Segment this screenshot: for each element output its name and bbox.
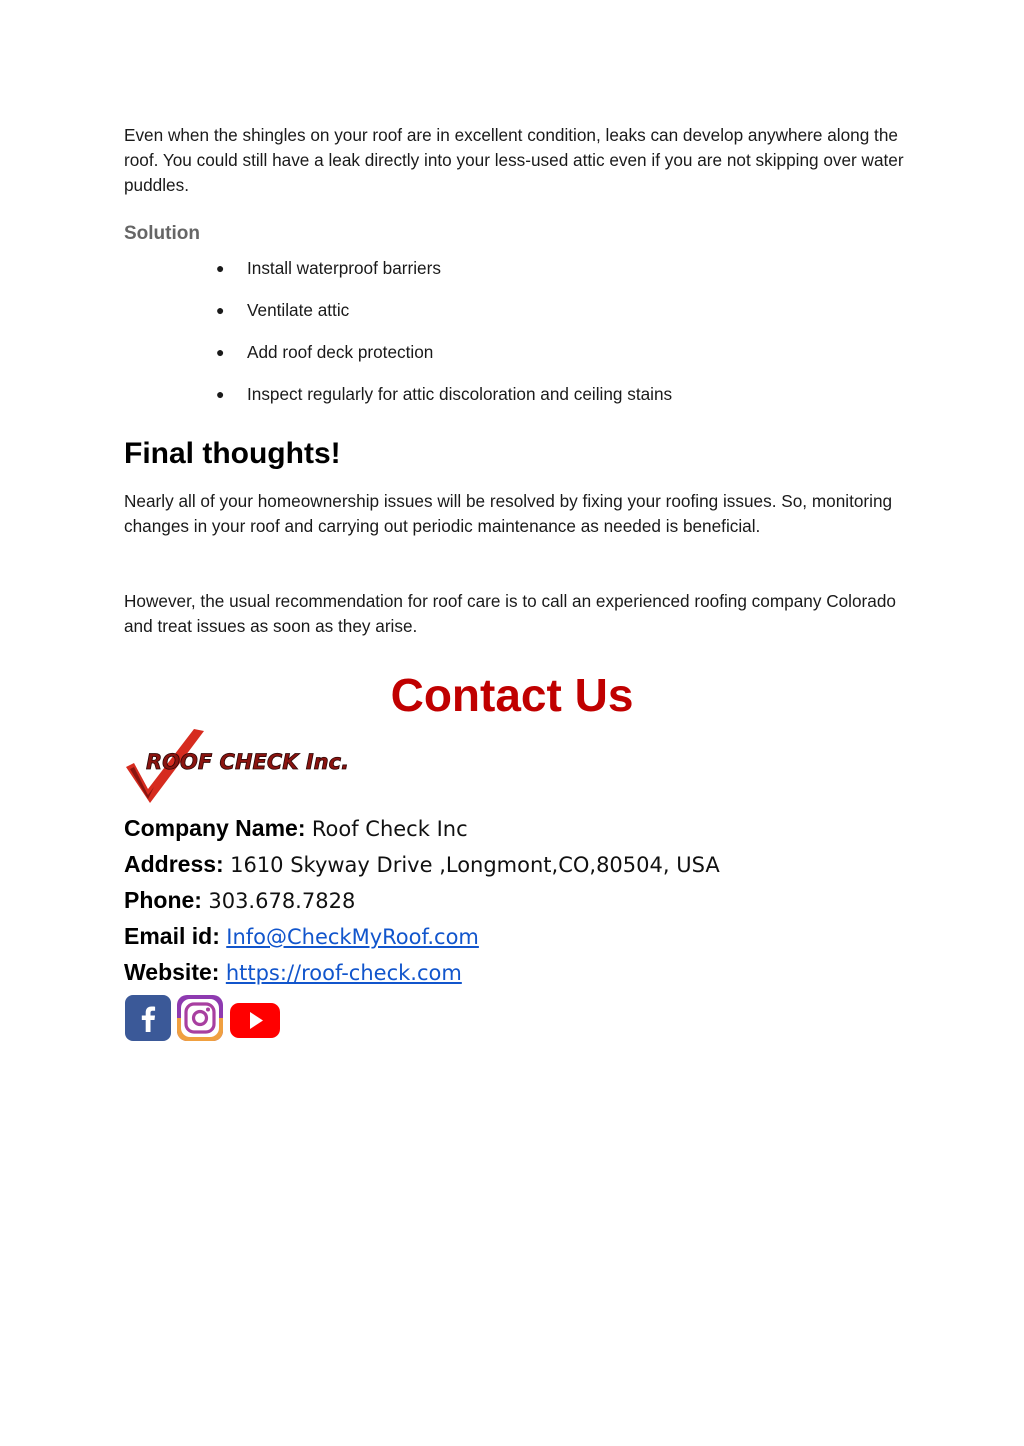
list-item bbox=[216, 256, 672, 298]
list-item-text: Inspect regularly for attic discoloration and ceiling stains bbox=[247, 384, 673, 404]
address-row bbox=[124, 849, 720, 880]
list-item-text: Install waterproof barriers bbox=[247, 258, 441, 278]
bullet-icon: ● bbox=[216, 260, 225, 276]
roof-check-logo bbox=[124, 727, 350, 805]
final-thoughts-heading: Final thoughts! bbox=[124, 437, 341, 470]
youtube-icon[interactable] bbox=[228, 994, 282, 1047]
email-link[interactable]: Info@CheckMyRoof.com bbox=[226, 925, 479, 949]
phone-row bbox=[124, 885, 355, 916]
contact-heading: Contact Us bbox=[390, 669, 634, 721]
svg-text:ROOF CHECK Inc.: ROOF CHECK Inc. bbox=[146, 750, 350, 774]
website-label: Website: bbox=[124, 959, 220, 985]
phone-value: 303.678.7828 bbox=[208, 889, 356, 913]
final-paragraph-1: Nearly all of your homeownership issues will be resolved by fixing your roofing issues. So, monitoring changes in your roof and carrying out periodic maintenance as needed is beneficial. bbox=[124, 491, 893, 536]
address-label: Address: bbox=[124, 851, 224, 877]
final-paragraph-2: However, the usual recommendation for roof care is to call an experienced roofing company Colorado and treat issues as soon as they arise. bbox=[124, 591, 896, 636]
instagram-icon[interactable] bbox=[176, 994, 224, 1047]
list-item-text: Ventilate attic bbox=[247, 300, 350, 320]
list-item bbox=[216, 340, 672, 382]
email-row bbox=[124, 921, 479, 952]
bullet-icon: ● bbox=[216, 302, 225, 318]
phone-label: Phone: bbox=[124, 887, 202, 913]
bullet-icon: ● bbox=[216, 386, 225, 402]
company-name-label: Company Name: bbox=[124, 815, 306, 841]
website-row bbox=[124, 957, 462, 988]
company-name-value: Roof Check Inc bbox=[311, 817, 468, 841]
list-item-text: Add roof deck protection bbox=[247, 342, 434, 362]
facebook-icon[interactable] bbox=[124, 994, 172, 1047]
social-icons bbox=[124, 994, 282, 1047]
address-value: 1610 Skyway Drive ,Longmont,CO,80504, USA bbox=[230, 853, 720, 877]
list-item bbox=[216, 298, 672, 340]
bullet-icon: ● bbox=[216, 344, 225, 360]
website-link[interactable]: https://roof-check.com bbox=[225, 961, 462, 985]
list-item bbox=[216, 382, 672, 424]
solution-heading: Solution bbox=[124, 223, 200, 244]
company-name-row bbox=[124, 813, 468, 844]
solution-list bbox=[216, 256, 672, 424]
email-label: Email id: bbox=[124, 923, 220, 949]
intro-paragraph: Even when the shingles on your roof are in excellent condition, leaks can develop anywhere along the roof. You could still have a leak directly into your less-used attic even if you are not skipping over water puddles. bbox=[124, 125, 904, 195]
